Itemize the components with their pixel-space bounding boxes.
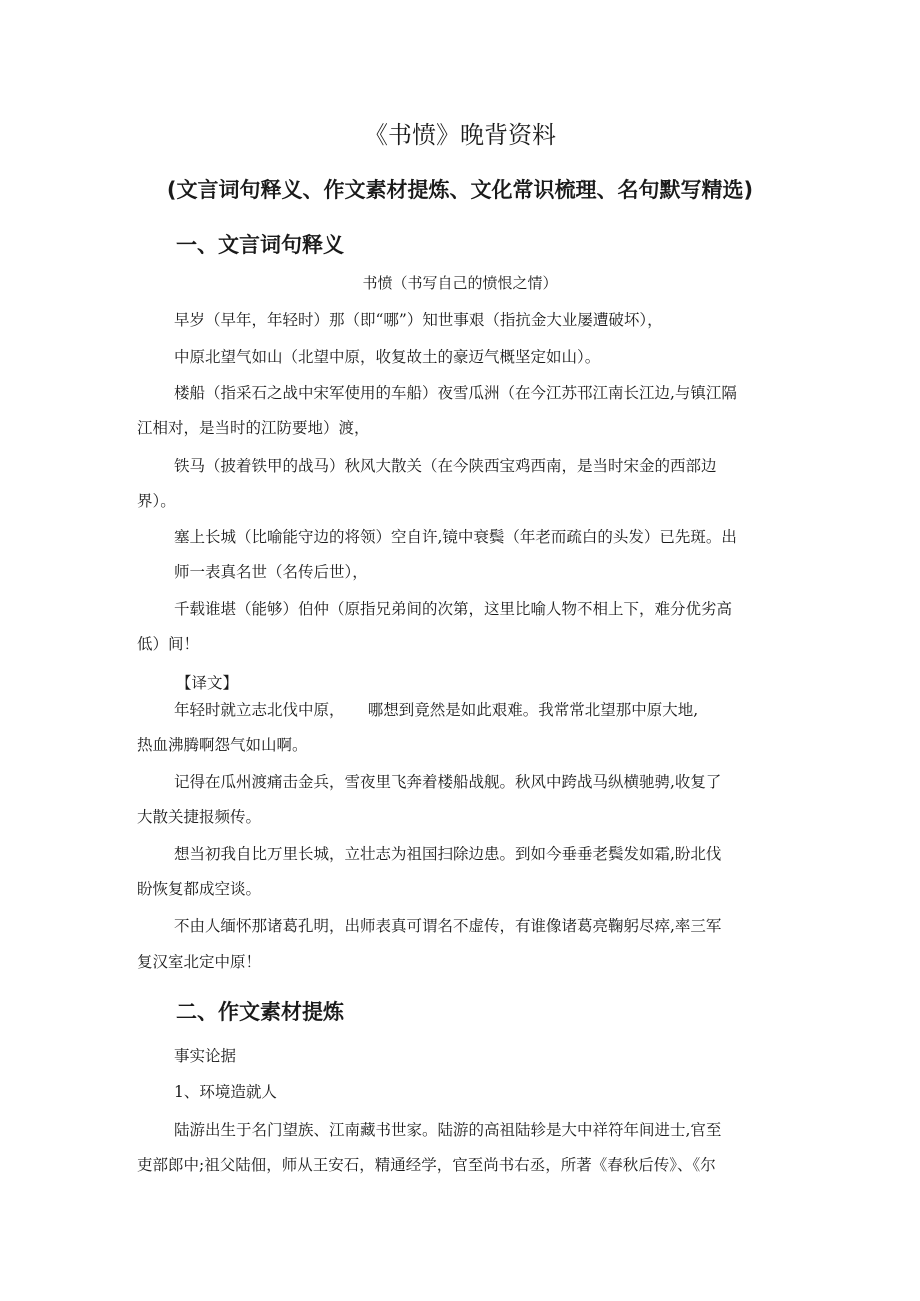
poem-line: 铁马（披着铁甲的战马）秋风大散关（在今陕西宝鸡西南，是当时宋金的西部边 <box>174 457 717 475</box>
poem-line: 低）间！ <box>137 635 200 653</box>
translation-line: 热血沸腾啊怨气如山啊。 <box>137 736 308 754</box>
section-heading-1: 一、文言词句释义 <box>176 233 344 257</box>
poem-line: 早岁（早年，年轻时）那（即“哪”）知世事艰（指抗金大业屡遭破坏）， <box>174 311 663 329</box>
poem-line: 千载谁堪（能够）伯仲（原指兄弟间的次第，这里比喻人物不相上下，难分优劣高 <box>174 600 733 618</box>
body-line: 陆游出生于名门望族、江南藏书世家。陆游的高祖陆轸是大中祥符年间进士,官至 <box>174 1121 722 1139</box>
document-subtitle: (文言词句释义、作文素材提炼、文化常识梳理、名句默写精选) <box>166 178 754 202</box>
translation-line: 盼恢复都成空谈。 <box>137 880 262 898</box>
poem-line: 塞上长城（比喻能守边的将领）空自许,镜中衰鬓（年老而疏白的头发）已先斑。出 <box>174 528 737 546</box>
poem-line: 中原北望气如山（北望中原，收复故土的豪迈气概坚定如山）。 <box>174 348 601 366</box>
poem-line: 楼船（指采石之战中宋军使用的车船）夜雪瓜洲（在今江苏邗江南长江边,与镇江隔 <box>174 384 737 402</box>
item-title: 1、环境造就人 <box>174 1083 277 1101</box>
translation-line: 记得在瓜州渡痛击金兵，雪夜里飞奔着楼船战舰。秋风中跨战马纵横驰骋,收复了 <box>174 773 722 791</box>
poem-line: 界）。 <box>137 492 176 510</box>
section-heading-2: 二、作文素材提炼 <box>176 1000 344 1024</box>
poem-line: 师一表真名世（名传后世）， <box>174 563 368 581</box>
translation-line: 年轻时就立志北伐中原， 哪想到竟然是如此艰难。我常常北望那中原大地, <box>174 701 699 719</box>
body-line: 吏部郎中;祖父陆佃，师从王安石，精通经学，官至尚书右丞，所著《春秋后传》、《尔 <box>137 1156 716 1174</box>
evidence-label: 事实论据 <box>174 1047 237 1065</box>
poem-title: 书愤（书写自己的愤恨之情） <box>362 274 558 292</box>
document-title: 《书愤》晚背资料 <box>364 121 556 149</box>
translation-line: 复汉室北定中原！ <box>137 953 262 971</box>
translation-label: 【译文】 <box>176 674 239 692</box>
poem-line: 江相对，是当时的江防要地）渡， <box>137 419 370 437</box>
translation-line: 大散关捷报频传。 <box>137 808 262 826</box>
translation-line: 不由人缅怀那诸葛孔明，出师表真可谓名不虚传，有谁像诸葛亮鞠躬尽瘁,率三军 <box>174 917 722 935</box>
translation-line: 想当初我自比万里长城，立壮志为祖国扫除边患。到如今垂垂老鬓发如霜,盼北伐 <box>174 845 722 863</box>
